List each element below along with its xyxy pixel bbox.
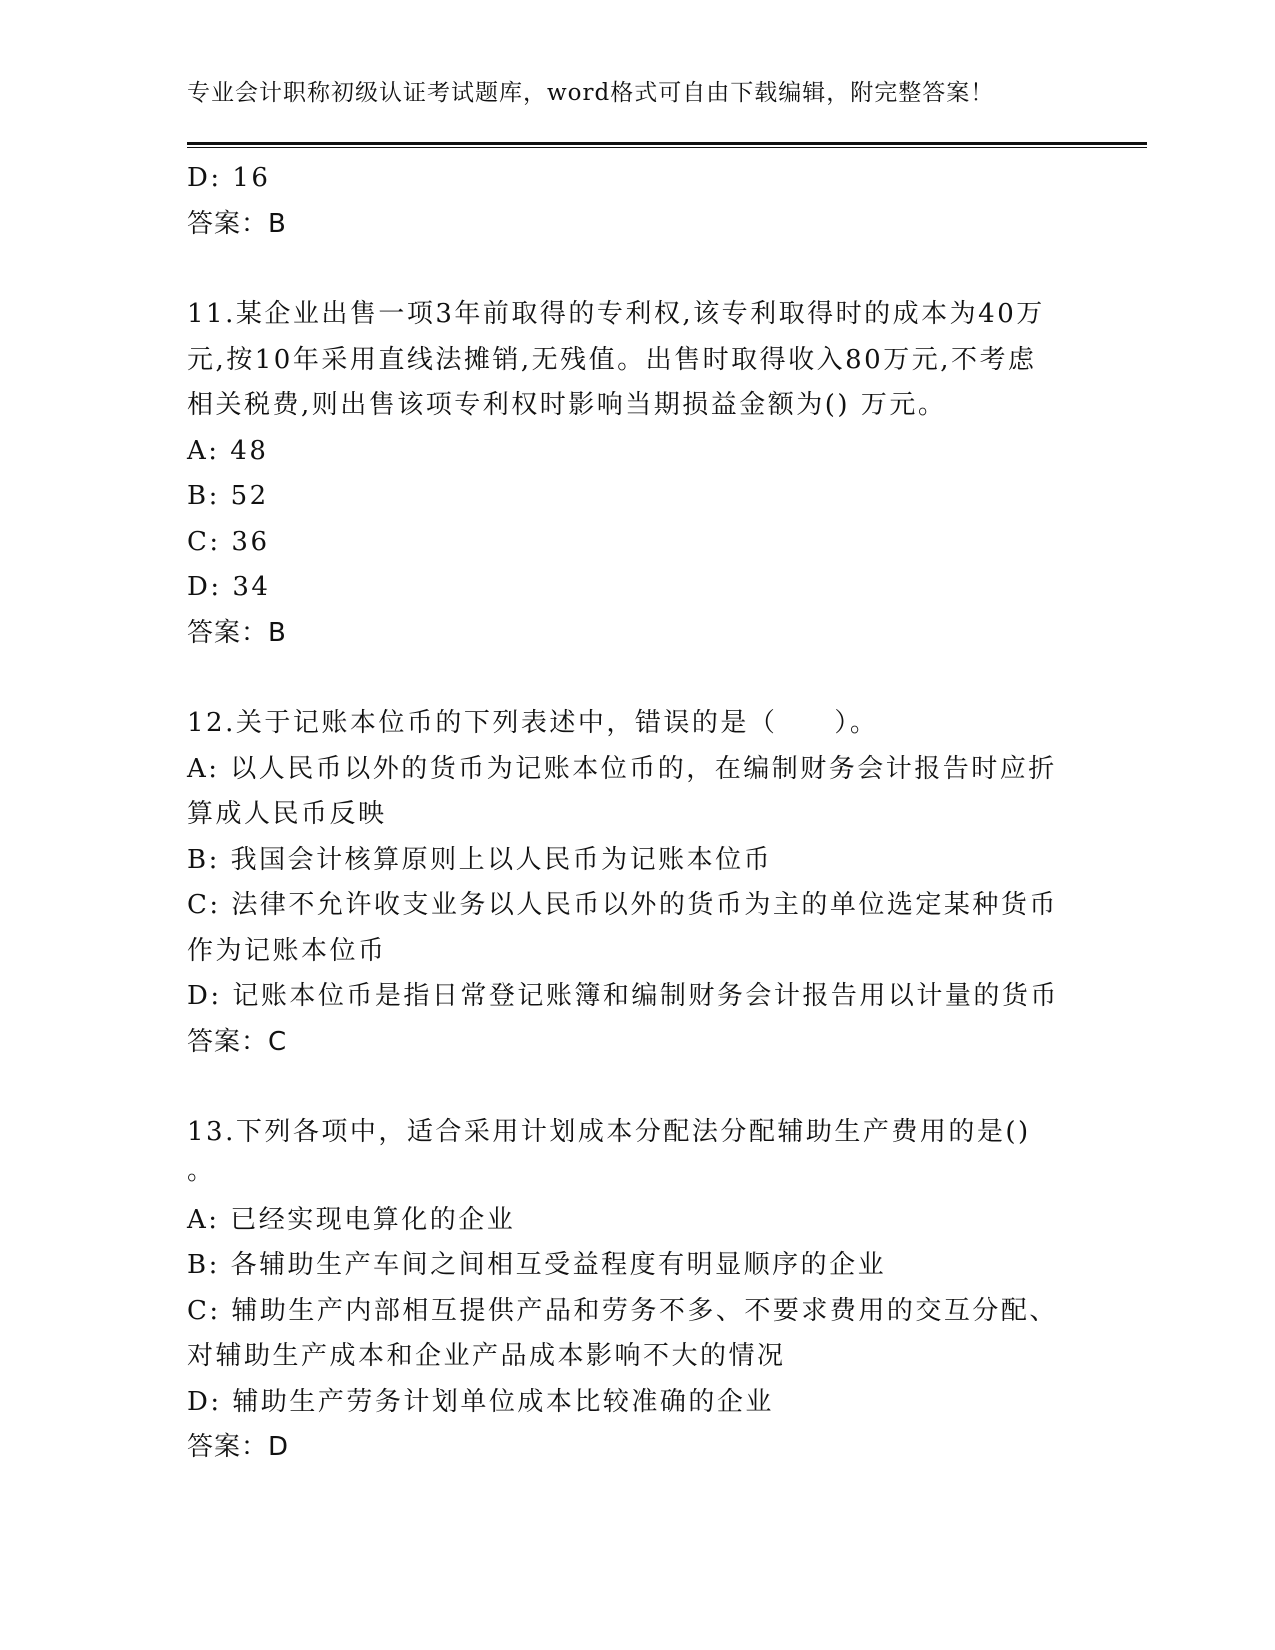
option-a: A: 已经实现电算化的企业	[187, 1204, 516, 1235]
option-d: D: 辅助生产劳务计划单位成本比较准确的企业	[187, 1386, 774, 1417]
option-d: D: 记账本位币是指日常登记账簿和编制财务会计报告用以计量的货币	[187, 981, 1059, 1011]
answer: 答案：B	[187, 208, 287, 239]
page-header: 专业会计职称初级认证考试题库，word格式可自由下载编辑，附完整答案！	[187, 80, 995, 106]
option-a: A: 48	[187, 435, 269, 466]
answer: 答案：D	[187, 1432, 290, 1462]
option-c-continued: 作为记账本位币	[187, 935, 387, 966]
option-b: B: 我国会计核算原则上以人民币为记账本位币	[187, 844, 773, 875]
question-stem-line: 相关税费,则出售该项专利权时影响当期损益金额为() 万元。	[187, 390, 947, 420]
option-d: D: 16	[187, 163, 271, 193]
answer: 答案：C	[187, 1026, 288, 1057]
option-c: C: 法律不允许收支业务以人民币以外的货币为主的单位选定某种货币	[187, 890, 1058, 920]
question-11	[187, 292, 1087, 656]
answer: 答案：B	[187, 617, 287, 648]
option-a-continued: 算成人民币反映	[187, 799, 387, 829]
question-content	[187, 156, 1087, 1471]
option-c-continued: 对辅助生产成本和企业产品成本影响不大的情况	[187, 1341, 786, 1371]
option-c: C: 36	[187, 526, 270, 557]
header-divider	[187, 142, 1147, 148]
option-d: D: 34	[187, 572, 271, 602]
option-c: C: 辅助生产内部相互提供产品和劳务不多、不要求费用的交互分配、	[187, 1295, 1058, 1326]
question-13	[187, 1110, 1087, 1471]
option-b: B: 52	[187, 481, 269, 511]
question-10-tail	[187, 156, 1087, 247]
question-stem-line: 11.某企业出售一项3年前取得的专利权,该专利取得时的成本为40万	[187, 299, 1045, 329]
question-stem-line: 。	[187, 1155, 216, 1186]
question-stem-line: 12.关于记账本位币的下列表述中，错误的是（ ）。	[187, 708, 879, 738]
question-stem-line: 13.下列各项中，适合采用计划成本分配法分配辅助生产费用的是()	[187, 1117, 1031, 1147]
option-a: A: 以人民币以外的货币为记账本位币的，在编制财务会计报告时应折	[187, 753, 1057, 784]
question-12	[187, 701, 1087, 1065]
option-b: B: 各辅助生产车间之间相互受益程度有明显顺序的企业	[187, 1250, 887, 1280]
question-stem-line: 元,按10年采用直线法摊销,无残值。出售时取得收入80万元,不考虑	[187, 344, 1037, 375]
